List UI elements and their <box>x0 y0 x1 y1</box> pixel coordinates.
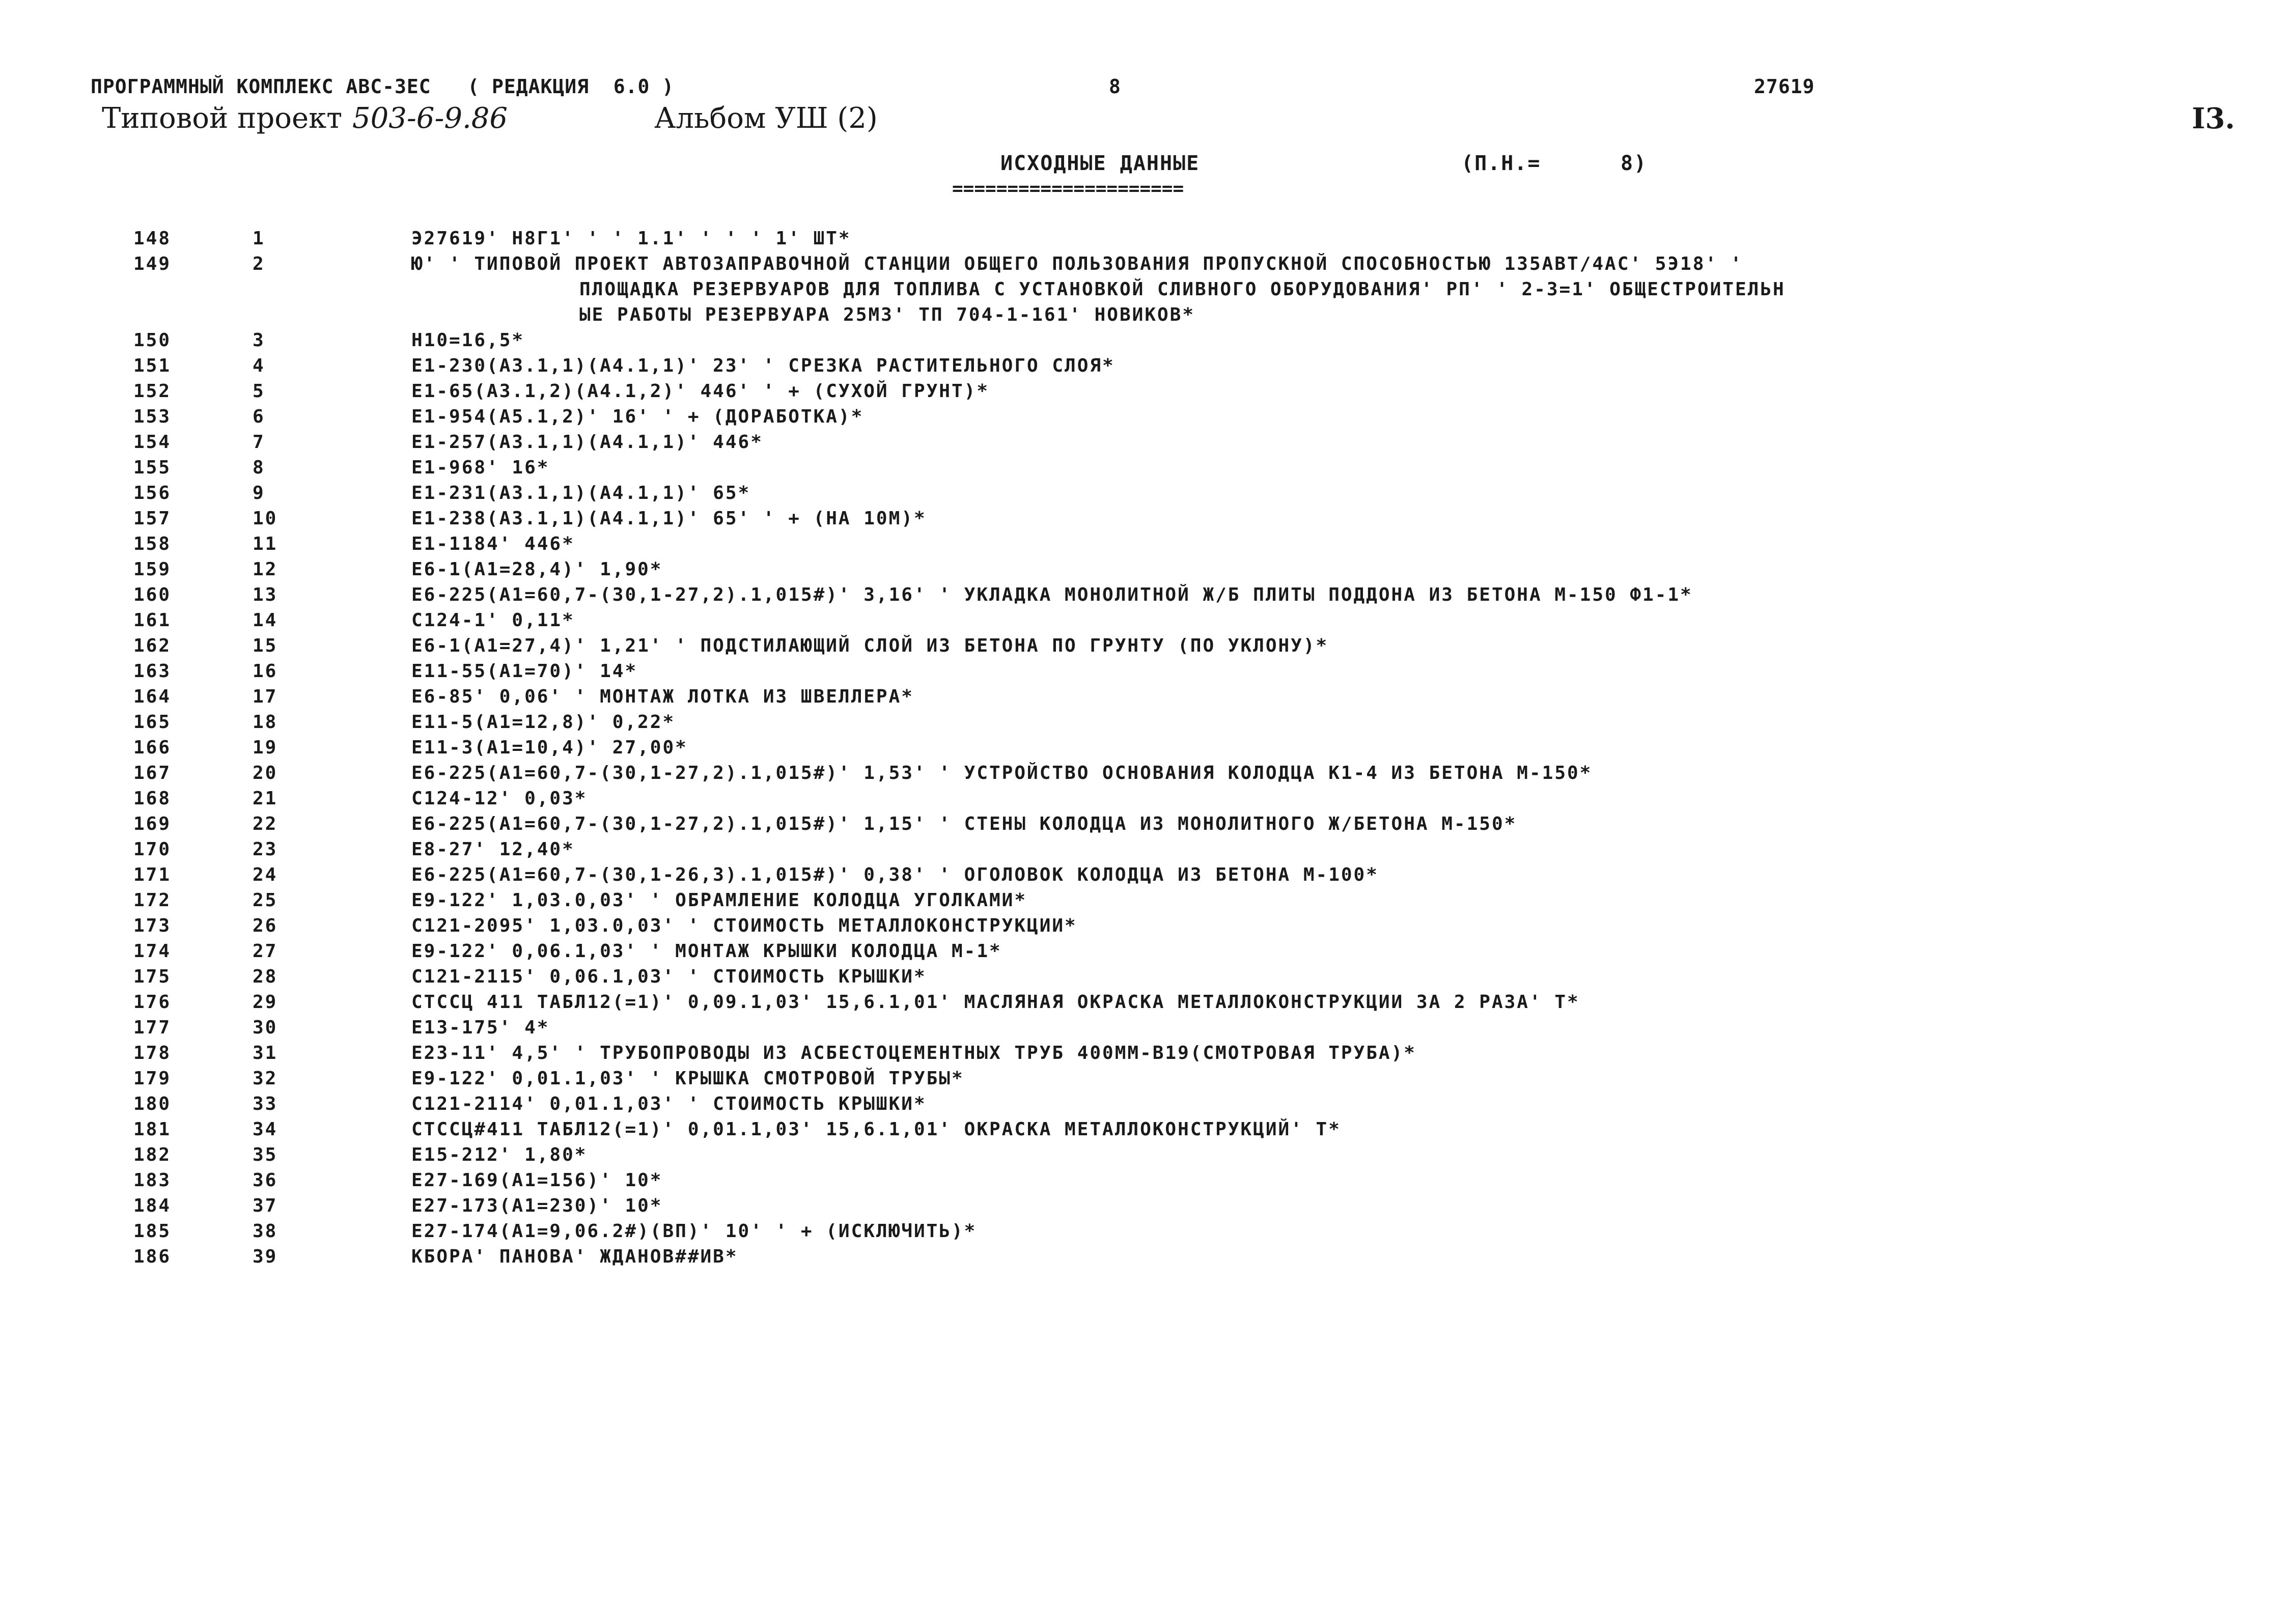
record-number: 24 <box>253 864 278 885</box>
record-text <box>411 1094 2244 1114</box>
record-text <box>411 1043 2244 1063</box>
record-text <box>411 864 2244 885</box>
record-text <box>411 839 2244 860</box>
record-text-line: Н10=16,5* <box>411 330 525 351</box>
line-number: 167 <box>133 763 172 783</box>
table-row <box>0 508 2285 534</box>
record-text-line: ЫЕ РАБОТЫ РЕЗЕРВУАРА 25М3' ТП 704-1-161' НОВИКОВ* <box>579 304 1195 325</box>
table-row <box>0 814 2285 839</box>
line-number: 176 <box>133 992 172 1013</box>
record-number: 34 <box>253 1119 278 1140</box>
line-number: 166 <box>133 737 172 758</box>
record-text <box>411 661 2244 682</box>
line-number: 151 <box>133 355 172 376</box>
record-text <box>411 483 2244 503</box>
record-text-line: С124-12' 0,03* <box>411 788 588 809</box>
document-number: 27619 <box>1754 75 1815 98</box>
record-text <box>411 992 2244 1013</box>
record-text-line: ПЛОЩАДКА РЕЗЕРВУАРОВ ДЛЯ ТОПЛИВА С УСТАНОВКОЙ СЛИВНОГО ОБОРУДОВАНИЯ' РП' ' 2-3=1' ОБЩЕСТРОИТЕЛЬН <box>579 279 1786 300</box>
line-number: 148 <box>133 228 172 249</box>
table-row <box>0 737 2285 763</box>
record-text <box>411 610 2244 631</box>
record-text-line: Е27-169(А1=156)' 10* <box>411 1170 663 1191</box>
record-number: 18 <box>253 712 278 733</box>
table-row <box>0 661 2285 686</box>
line-number: 155 <box>133 457 172 478</box>
album-label: Альбом УШ (2) <box>654 102 878 135</box>
line-number: 184 <box>133 1195 172 1216</box>
page-number: 8 <box>1109 75 1121 98</box>
table-row <box>0 839 2285 864</box>
record-text <box>411 1170 2244 1191</box>
record-text-line: Е6-225(А1=60,7-(30,1-27,2).1,015#)' 1,53' ' УСТРОЙСТВО ОСНОВАНИЯ КОЛОДЦА К1-4 ИЗ БЕТОНА М-150* <box>411 763 1593 783</box>
record-text-line: Е15-212' 1,80* <box>411 1144 588 1165</box>
table-row <box>0 254 2285 330</box>
record-number: 14 <box>253 610 278 631</box>
record-text <box>411 1246 2244 1267</box>
line-number: 172 <box>133 890 172 911</box>
line-number: 156 <box>133 483 172 503</box>
record-number: 13 <box>253 584 278 605</box>
record-number: 28 <box>253 966 278 987</box>
record-text <box>411 457 2244 478</box>
record-text-line: Е6-1(А1=27,4)' 1,21' ' ПОДСТИЛАЮЩИЙ СЛОЙ ИЗ БЕТОНА ПО ГРУНТУ (ПО УКЛОНУ)* <box>411 635 1329 656</box>
table-row <box>0 1144 2285 1170</box>
record-number: 16 <box>253 661 278 682</box>
line-number: 175 <box>133 966 172 987</box>
program-header: ПРОГРАММНЫЙ КОМПЛЕКС АВС-3ЕС ( РЕДАКЦИЯ 6.0 ) <box>91 75 675 98</box>
record-number: 19 <box>253 737 278 758</box>
record-text <box>411 432 2244 453</box>
table-row <box>0 1043 2285 1068</box>
line-number: 179 <box>133 1068 172 1089</box>
section-title: ИСХОДНЫЕ ДАННЫЕ <box>1000 152 1200 175</box>
line-number: 178 <box>133 1043 172 1063</box>
record-number: 17 <box>253 686 278 707</box>
record-number: 7 <box>253 432 265 453</box>
record-text <box>411 355 2244 376</box>
record-number: 33 <box>253 1094 278 1114</box>
record-text <box>411 254 2244 330</box>
record-text-line: Е6-85' 0,06' ' МОНТАЖ ЛОТКА ИЗ ШВЕЛЛЕРА* <box>411 686 914 707</box>
table-row <box>0 1221 2285 1246</box>
record-text-line: Е6-225(А1=60,7-(30,1-27,2).1,015#)' 3,16' ' УКЛАДКА МОНОЛИТНОЙ Ж/Б ПЛИТЫ ПОДДОНА ИЗ БЕТОНА М-150 Ф1-1* <box>411 584 1693 605</box>
record-text-line: С121-2114' 0,01.1,03' ' СТОИМОСТЬ КРЫШКИ* <box>411 1094 927 1114</box>
line-number: 171 <box>133 864 172 885</box>
table-row <box>0 1017 2285 1043</box>
line-number: 169 <box>133 814 172 834</box>
record-text <box>411 915 2244 936</box>
record-text <box>411 1144 2244 1165</box>
record-number: 39 <box>253 1246 278 1267</box>
table-row <box>0 381 2285 406</box>
table-row <box>0 1119 2285 1144</box>
table-row <box>0 941 2285 966</box>
line-number: 163 <box>133 661 172 682</box>
record-text-line: Е6-225(А1=60,7-(30,1-27,2).1,015#)' 1,15' ' СТЕНЫ КОЛОДЦА ИЗ МОНОЛИТНОГО Ж/БЕТОНА М-150* <box>411 814 1517 834</box>
line-number: 150 <box>133 330 172 351</box>
record-number: 32 <box>253 1068 278 1089</box>
line-number: 181 <box>133 1119 172 1140</box>
table-row <box>0 1068 2285 1094</box>
record-text-line: Е9-122' 1,03.0,03' ' ОБРАМЛЕНИЕ КОЛОДЦА УГОЛКАМИ* <box>411 890 1027 911</box>
record-number: 9 <box>253 483 265 503</box>
record-number: 23 <box>253 839 278 860</box>
record-number: 1 <box>253 228 265 249</box>
line-number: 174 <box>133 941 172 962</box>
record-text-line: Е6-225(А1=60,7-(30,1-26,3).1,015#)' 0,38' ' ОГОЛОВОК КОЛОДЦА ИЗ БЕТОНА М-100* <box>411 864 1379 885</box>
record-number: 4 <box>253 355 265 376</box>
table-row <box>0 1170 2285 1195</box>
table-row <box>0 559 2285 584</box>
section-note: (П.Н.= 8) <box>1461 152 1648 175</box>
record-text-line: Е9-122' 0,06.1,03' ' МОНТАЖ КРЫШКИ КОЛОДЦА М-1* <box>411 941 1002 962</box>
table-row <box>0 1195 2285 1221</box>
line-number: 159 <box>133 559 172 580</box>
record-number: 36 <box>253 1170 278 1191</box>
table-row <box>0 355 2285 381</box>
record-text-line: Е1-968' 16* <box>411 457 550 478</box>
record-number: 15 <box>253 635 278 656</box>
record-text <box>411 788 2244 809</box>
line-number: 149 <box>133 254 172 274</box>
record-text <box>411 635 2244 656</box>
line-number: 160 <box>133 584 172 605</box>
record-text-line: СТССЦ#411 ТАБЛ12(=1)' 0,01.1,03' 15,6.1,01' ОКРАСКА МЕТАЛЛОКОНСТРУКЦИЙ' Т* <box>411 1119 1341 1140</box>
record-number: 30 <box>253 1017 278 1038</box>
line-number: 170 <box>133 839 172 860</box>
line-number: 152 <box>133 381 172 402</box>
record-text <box>411 712 2244 733</box>
record-text-line: Е1-1184' 446* <box>411 534 575 554</box>
record-number: 27 <box>253 941 278 962</box>
line-number: 161 <box>133 610 172 631</box>
record-text <box>411 814 2244 834</box>
line-number: 186 <box>133 1246 172 1267</box>
table-row <box>0 457 2285 483</box>
record-text <box>411 737 2244 758</box>
record-text-line: Е1-230(А3.1,1)(А4.1,1)' 23' ' СРЕЗКА РАСТИТЕЛЬНОГО СЛОЯ* <box>411 355 1115 376</box>
line-number: 164 <box>133 686 172 707</box>
record-text <box>411 941 2244 962</box>
record-number: 3 <box>253 330 265 351</box>
project-label: Типовой проект <box>102 102 343 135</box>
table-row <box>0 992 2285 1017</box>
data-listing <box>0 228 2285 1272</box>
record-text-line: Е8-27' 12,40* <box>411 839 575 860</box>
table-row <box>0 406 2285 432</box>
line-number: 165 <box>133 712 172 733</box>
record-text <box>411 228 2244 249</box>
record-text <box>411 508 2244 529</box>
table-row <box>0 483 2285 508</box>
record-number: 21 <box>253 788 278 809</box>
record-text <box>411 763 2244 783</box>
table-row <box>0 686 2285 712</box>
table-row <box>0 534 2285 559</box>
title-underline: ===================== <box>952 178 1184 199</box>
record-number: 2 <box>253 254 265 274</box>
record-text <box>411 1017 2244 1038</box>
record-text <box>411 1221 2244 1242</box>
line-number: 153 <box>133 406 172 427</box>
table-row <box>0 330 2285 355</box>
table-row <box>0 915 2285 941</box>
line-number: 183 <box>133 1170 172 1191</box>
line-number: 154 <box>133 432 172 453</box>
record-text <box>411 1119 2244 1140</box>
record-number: 37 <box>253 1195 278 1216</box>
table-row <box>0 864 2285 890</box>
record-number: 6 <box>253 406 265 427</box>
record-text-line: Е13-175' 4* <box>411 1017 550 1038</box>
line-number: 168 <box>133 788 172 809</box>
record-number: 20 <box>253 763 278 783</box>
record-text-line: Е23-11' 4,5' ' ТРУБОПРОВОДЫ ИЗ АСБЕСТОЦЕМЕНТНЫХ ТРУБ 400ММ-В19(СМОТРОВАЯ ТРУБА)* <box>411 1043 1416 1063</box>
table-row <box>0 966 2285 992</box>
table-row <box>0 890 2285 915</box>
record-text-line: Е1-231(А3.1,1)(А4.1,1)' 65* <box>411 483 751 503</box>
table-row <box>0 610 2285 635</box>
record-text-line: Ю' ' ТИПОВОЙ ПРОЕКТ АВТОЗАПРАВОЧНОЙ СТАНЦИИ ОБЩЕГО ПОЛЬЗОВАНИЯ ПРОПУСКНОЙ СПОСОБНОСТЬЮ 135АВТ/4АС' 5Э18' ' <box>411 254 1743 274</box>
line-number: 182 <box>133 1144 172 1165</box>
line-number: 180 <box>133 1094 172 1114</box>
record-number: 25 <box>253 890 278 911</box>
record-number: 26 <box>253 915 278 936</box>
line-number: 158 <box>133 534 172 554</box>
record-number: 29 <box>253 992 278 1013</box>
record-text-line: Е1-257(А3.1,1)(А4.1,1)' 446* <box>411 432 763 453</box>
line-number: 157 <box>133 508 172 529</box>
record-text-line: С124-1' 0,11* <box>411 610 575 631</box>
record-text-line: Е11-5(А1=12,8)' 0,22* <box>411 712 676 733</box>
table-row <box>0 1246 2285 1272</box>
record-text <box>411 330 2244 351</box>
record-text <box>411 890 2244 911</box>
table-row <box>0 1094 2285 1119</box>
record-text <box>411 1068 2244 1089</box>
record-text <box>411 686 2244 707</box>
table-row <box>0 635 2285 661</box>
record-number: 11 <box>253 534 278 554</box>
record-text <box>411 966 2244 987</box>
record-text-line: С121-2095' 1,03.0,03' ' СТОИМОСТЬ МЕТАЛЛОКОНСТРУКЦИИ* <box>411 915 1077 936</box>
record-text-line: Е11-3(А1=10,4)' 27,00* <box>411 737 688 758</box>
record-number: 35 <box>253 1144 278 1165</box>
sheet-number: I3. <box>2192 102 2235 135</box>
project-code: 503-6-9.86 <box>352 102 508 135</box>
record-number: 38 <box>253 1221 278 1242</box>
line-number: 162 <box>133 635 172 656</box>
table-row <box>0 788 2285 814</box>
record-text-line: Е1-65(А3.1,2)(А4.1,2)' 446' ' + (СУХОЙ ГРУНТ)* <box>411 381 989 402</box>
record-number: 31 <box>253 1043 278 1063</box>
record-text-line: Е11-55(А1=70)' 14* <box>411 661 638 682</box>
record-text-line: Е6-1(А1=28,4)' 1,90* <box>411 559 663 580</box>
record-number: 22 <box>253 814 278 834</box>
line-number: 173 <box>133 915 172 936</box>
record-text-line: Е27-173(А1=230)' 10* <box>411 1195 663 1216</box>
record-text <box>411 406 2244 427</box>
record-number: 12 <box>253 559 278 580</box>
record-number: 5 <box>253 381 265 402</box>
record-number: 10 <box>253 508 278 529</box>
record-text <box>411 584 2244 605</box>
table-row <box>0 432 2285 457</box>
record-text-line: С121-2115' 0,06.1,03' ' СТОИМОСТЬ КРЫШКИ* <box>411 966 927 987</box>
table-row <box>0 763 2285 788</box>
record-text-line: СТССЦ 411 ТАБЛ12(=1)' 0,09.1,03' 15,6.1,01' МАСЛЯНАЯ ОКРАСКА МЕТАЛЛОКОНСТРУКЦИИ ЗА 2 РАЗА' Т* <box>411 992 1580 1013</box>
line-number: 177 <box>133 1017 172 1038</box>
record-text-line: Е1-238(А3.1,1)(А4.1,1)' 65' ' + (НА 10М)* <box>411 508 927 529</box>
table-row <box>0 712 2285 737</box>
record-number: 8 <box>253 457 265 478</box>
record-text <box>411 559 2244 580</box>
record-text <box>411 381 2244 402</box>
record-text-line: Е27-174(А1=9,06.2#)(ВП)' 10' ' + (ИСКЛЮЧИТЬ)* <box>411 1221 977 1242</box>
table-row <box>0 584 2285 610</box>
record-text <box>411 534 2244 554</box>
line-number: 185 <box>133 1221 172 1242</box>
record-text-line: Е1-954(А5.1,2)' 16' ' + (ДОРАБОТКА)* <box>411 406 864 427</box>
record-text-line: КБОРА' ПАНОВА' ЖДАНОВ##ИВ* <box>411 1246 738 1267</box>
table-row <box>0 228 2285 254</box>
record-text <box>411 1195 2244 1216</box>
record-text-line: Е9-122' 0,01.1,03' ' КРЫШКА СМОТРОВОЙ ТРУБЫ* <box>411 1068 964 1089</box>
record-text-line: Э27619' Н8Г1' ' ' 1.1' ' ' ' 1' ШТ* <box>411 228 851 249</box>
